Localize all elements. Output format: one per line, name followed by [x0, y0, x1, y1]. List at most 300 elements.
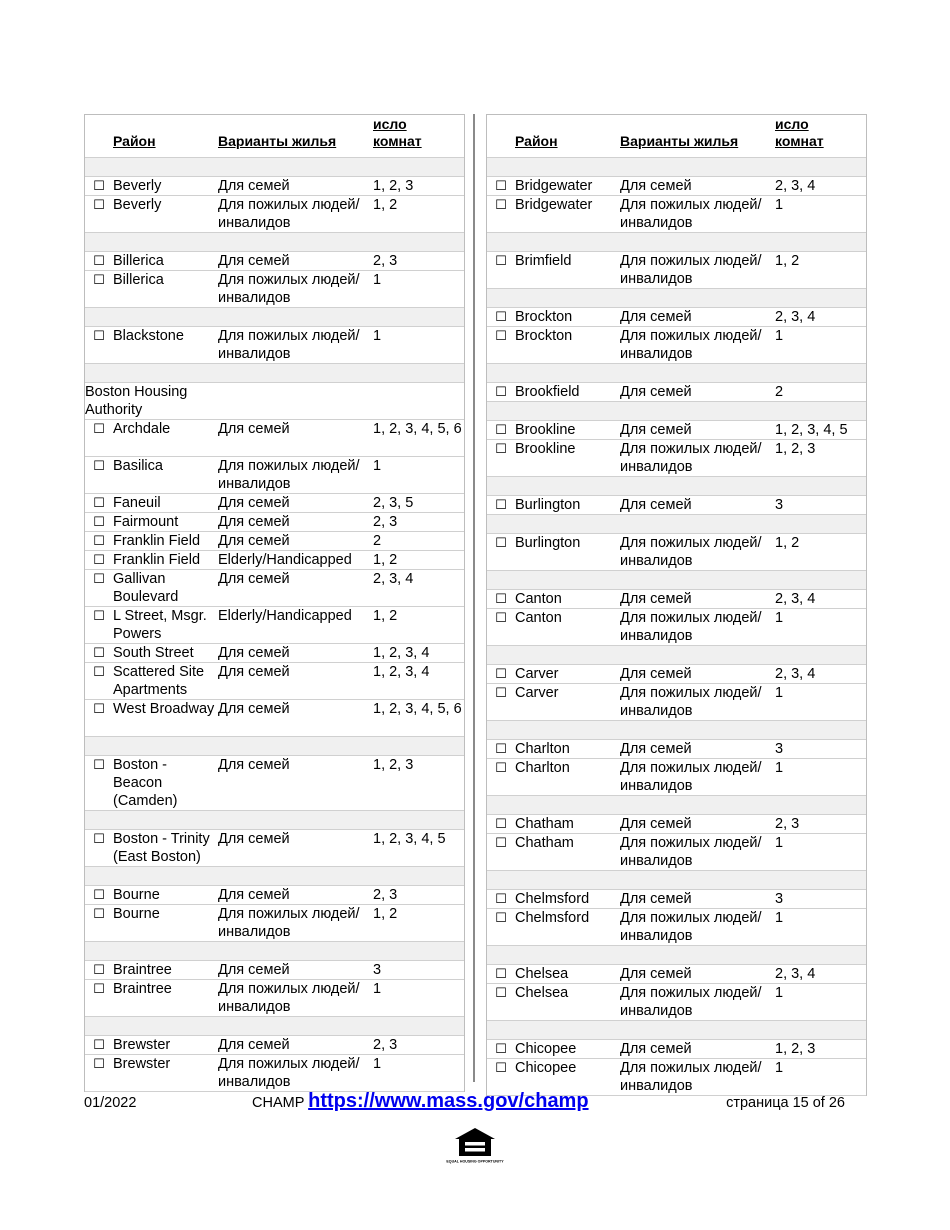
district-cell: [85, 663, 218, 699]
district-name: Basilica: [113, 458, 163, 474]
district-name: Beverly: [113, 197, 162, 213]
checkbox[interactable]: ☐: [93, 831, 105, 846]
housing-type: Для семей: [218, 253, 290, 269]
district-name: Brimfield: [515, 253, 572, 269]
checkbox[interactable]: ☐: [495, 422, 507, 437]
district-cell: [487, 909, 620, 927]
district-name: Chicopee: [515, 1060, 577, 1076]
housing-type: Для семей: [218, 1037, 290, 1053]
room-count: 2, 3, 4: [775, 966, 816, 982]
district-cell: [85, 383, 218, 419]
table-row: [85, 607, 464, 644]
table-row: [85, 383, 464, 420]
housing-type: Для пожилых людей/инвалидов: [620, 328, 762, 362]
room-count: 1: [775, 835, 784, 851]
district-name: Charlton: [515, 760, 570, 776]
district-name: Franklin Field: [113, 552, 201, 568]
district-cell: [487, 252, 620, 270]
checkbox[interactable]: ☐: [495, 1060, 507, 1075]
room-count: 1, 2, 3: [775, 1041, 816, 1057]
checkbox[interactable]: ☐: [93, 253, 105, 268]
table-body: [85, 158, 464, 1092]
housing-type: Для пожилых людей/инвалидов: [218, 981, 360, 1015]
district-name: Gallivan Boulevard: [113, 571, 179, 605]
spacer-row: [487, 233, 866, 252]
district-name: Brockton: [515, 328, 573, 344]
spacer-row: [487, 477, 866, 496]
table-header: [85, 115, 464, 158]
table-row: [487, 609, 866, 646]
checkbox[interactable]: ☐: [93, 887, 105, 902]
room-count: 2: [775, 384, 784, 400]
checkbox[interactable]: ☐: [495, 741, 507, 756]
checkbox[interactable]: ☐: [495, 666, 507, 681]
housing-type: Для семей: [620, 966, 692, 982]
checkbox[interactable]: ☐: [495, 178, 507, 193]
header-rooms-line2: комнат: [775, 133, 824, 149]
room-count: 1: [775, 1060, 784, 1076]
table-row: [487, 196, 866, 233]
checkbox[interactable]: ☐: [93, 533, 105, 548]
checkbox[interactable]: ☐: [93, 178, 105, 193]
checkbox[interactable]: ☐: [495, 910, 507, 925]
checkbox[interactable]: ☐: [93, 1037, 105, 1052]
champ-link[interactable]: https://www.mass.gov/champ: [308, 1090, 589, 1112]
district-cell: [487, 965, 620, 983]
checkbox[interactable]: ☐: [495, 891, 507, 906]
district-cell: [85, 271, 218, 289]
spacer-row: [487, 364, 866, 383]
table-row: [487, 308, 866, 327]
room-count: 2, 3, 4: [775, 666, 816, 682]
district-cell: [487, 327, 620, 345]
checkbox[interactable]: ☐: [495, 535, 507, 550]
checkbox[interactable]: ☐: [93, 495, 105, 510]
spacer-row: [85, 364, 464, 383]
left-table: [84, 114, 465, 1092]
checkbox[interactable]: ☐: [495, 760, 507, 775]
checkbox[interactable]: ☐: [93, 962, 105, 977]
equal-housing-opportunity-icon: [446, 1126, 504, 1166]
spacer-row: [487, 796, 866, 815]
district-cell: [85, 420, 218, 438]
district-name: Chelsea: [515, 985, 569, 1001]
housing-type: Для пожилых людей/инвалидов: [620, 685, 762, 719]
district-name: Boston Housing Authority: [85, 384, 188, 418]
room-count: 2, 3, 4: [775, 178, 816, 194]
table-row: [487, 984, 866, 1021]
checkbox[interactable]: ☐: [495, 309, 507, 324]
spacer-row: [487, 1021, 866, 1040]
housing-type: Для семей: [620, 741, 692, 757]
room-count: 2, 3, 5: [373, 495, 414, 511]
checkbox[interactable]: ☐: [93, 1056, 105, 1071]
room-count: 1: [775, 197, 784, 213]
housing-type: Для пожилых людей/инвалидов: [620, 441, 762, 475]
page-number: страница 15 of 26: [726, 1095, 845, 1111]
district-cell: [85, 644, 218, 662]
room-count: 2, 3: [373, 1037, 398, 1053]
district-cell: [487, 1059, 620, 1077]
room-count: 2, 3: [373, 253, 398, 269]
spacer-row: [85, 308, 464, 327]
housing-type: Для пожилых людей/инвалидов: [218, 328, 360, 362]
district-name: Beverly: [113, 178, 162, 194]
checkbox[interactable]: ☐: [93, 458, 105, 473]
table-row: [85, 1055, 464, 1092]
table-row: [487, 383, 866, 402]
district-name: Carver: [515, 685, 559, 701]
district-cell: [487, 984, 620, 1002]
table-row: [487, 665, 866, 684]
housing-type: Для семей: [620, 422, 692, 438]
district-name: Boston - Beacon (Camden): [113, 757, 178, 809]
room-count: 1, 2, 3, 4, 5, 6: [373, 701, 462, 717]
district-name: Billerica: [113, 272, 164, 288]
spacer-row: [487, 646, 866, 665]
table-row: [487, 740, 866, 759]
table-row: [487, 177, 866, 196]
room-count: 1: [775, 760, 784, 776]
housing-type: Для пожилых людей/инвалидов: [218, 906, 360, 940]
room-count: 2, 3: [775, 816, 800, 832]
district-name: Bourne: [113, 887, 160, 903]
housing-type: Для пожилых людей/инвалидов: [620, 1060, 762, 1094]
housing-type: Для пожилых людей/инвалидов: [218, 1056, 360, 1090]
spacer-row: [85, 737, 464, 756]
checkbox[interactable]: ☐: [93, 906, 105, 921]
district-name: Archdale: [113, 421, 171, 437]
table-row: [487, 965, 866, 984]
table-row: [487, 252, 866, 289]
district-name: L Street, Msgr. Powers: [113, 608, 207, 642]
room-count: 1: [775, 328, 784, 344]
header-housing: Варианты жилья: [620, 133, 739, 149]
checkbox[interactable]: ☐: [495, 816, 507, 831]
spacer-row: [85, 158, 464, 177]
district-cell: [487, 196, 620, 214]
district-cell: [85, 700, 218, 718]
district-name: Faneuil: [113, 495, 161, 511]
table-row: [85, 980, 464, 1017]
housing-type: Для семей: [620, 309, 692, 325]
header-rooms: [775, 116, 866, 150]
checkbox[interactable]: ☐: [93, 514, 105, 529]
district-cell: [487, 759, 620, 777]
housing-type: Для пожилых людей/инвалидов: [620, 985, 762, 1019]
housing-type: Для пожилых людей/инвалидов: [620, 535, 762, 569]
table-row: [85, 570, 464, 607]
room-count: 2, 3: [373, 887, 398, 903]
room-count: 1: [373, 328, 382, 344]
table-row: [85, 1036, 464, 1055]
district-cell: [487, 496, 620, 514]
room-count: 2, 3: [373, 514, 398, 530]
housing-type: Для семей: [218, 701, 290, 717]
table-row: [487, 834, 866, 871]
spacer-row: [487, 946, 866, 965]
housing-type: Для семей: [218, 664, 290, 680]
checkbox[interactable]: ☐: [93, 757, 105, 772]
footer-program-name: CHAMP: [252, 1095, 305, 1111]
district-cell: [85, 551, 218, 569]
housing-type: Для семей: [620, 497, 692, 513]
room-count: 1: [775, 610, 784, 626]
housing-type: Для семей: [218, 495, 290, 511]
district-cell: [487, 177, 620, 195]
table-row: [85, 494, 464, 513]
housing-type: Для семей: [620, 816, 692, 832]
spacer-row: [487, 571, 866, 590]
district-cell: [487, 590, 620, 608]
district-name: Bridgewater: [515, 197, 593, 213]
table-row: [487, 421, 866, 440]
district-name: Billerica: [113, 253, 164, 269]
checkbox[interactable]: ☐: [93, 552, 105, 567]
checkbox[interactable]: ☐: [93, 328, 105, 343]
room-count: 1, 2, 3: [373, 757, 414, 773]
district-name: Fairmount: [113, 514, 179, 530]
table-row: [85, 700, 464, 737]
housing-type: Для пожилых людей/инвалидов: [620, 835, 762, 869]
room-count: 1: [373, 1056, 382, 1072]
district-name: Canton: [515, 610, 562, 626]
checkbox[interactable]: ☐: [93, 645, 105, 660]
room-count: 1: [373, 458, 382, 474]
housing-type: Для семей: [620, 178, 692, 194]
housing-type: Для пожилых людей/инвалидов: [620, 253, 762, 287]
right-table: [486, 114, 867, 1096]
housing-type: Elderly/Handicapped: [218, 608, 352, 624]
district-name: Carver: [515, 666, 559, 682]
housing-type: Для семей: [218, 421, 290, 437]
table-row: [487, 534, 866, 571]
table-body: [487, 158, 866, 1096]
district-cell: [85, 177, 218, 195]
table-row: [85, 663, 464, 700]
table-row: [487, 496, 866, 515]
room-count: 1, 2, 3, 4, 5: [373, 831, 446, 847]
table-row: [85, 252, 464, 271]
district-name: Bridgewater: [515, 178, 593, 194]
header-rooms-line2: комнат: [373, 133, 422, 149]
table-row: [487, 890, 866, 909]
district-cell: [85, 980, 218, 998]
district-cell: [487, 383, 620, 401]
checkbox[interactable]: ☐: [495, 253, 507, 268]
district-cell: [487, 834, 620, 852]
district-name: Burlington: [515, 535, 581, 551]
room-count: 1, 2: [373, 608, 398, 624]
district-cell: [487, 890, 620, 908]
spacer-row: [487, 515, 866, 534]
district-cell: [85, 532, 218, 550]
checkbox[interactable]: ☐: [495, 441, 507, 456]
district-cell: [85, 494, 218, 512]
checkbox[interactable]: ☐: [93, 981, 105, 996]
table-row: [85, 830, 464, 867]
spacer-row: [85, 1017, 464, 1036]
checkbox[interactable]: ☐: [93, 571, 105, 586]
room-count: 3: [775, 497, 784, 513]
checkbox[interactable]: ☐: [495, 985, 507, 1000]
spacer-row: [85, 942, 464, 961]
spacer-row: [487, 289, 866, 308]
room-count: 1, 2: [373, 197, 398, 213]
checkbox[interactable]: ☐: [495, 591, 507, 606]
district-cell: [85, 457, 218, 475]
spacer-row: [487, 871, 866, 890]
checkbox[interactable]: ☐: [495, 835, 507, 850]
district-name: Burlington: [515, 497, 581, 513]
district-cell: [487, 609, 620, 627]
room-count: 1: [775, 910, 784, 926]
district-cell: [85, 513, 218, 531]
table-row: [487, 909, 866, 946]
table-header: [487, 115, 866, 158]
checkbox[interactable]: ☐: [495, 610, 507, 625]
room-count: 1, 2: [775, 535, 800, 551]
checkbox[interactable]: ☐: [495, 328, 507, 343]
housing-type: Для семей: [218, 645, 290, 661]
housing-type: Для пожилых людей/инвалидов: [620, 760, 762, 794]
checkbox[interactable]: ☐: [495, 384, 507, 399]
room-count: 1, 2, 3, 4: [373, 664, 430, 680]
district-cell: [85, 570, 218, 606]
room-count: 1, 2, 3, 4, 5: [775, 422, 848, 438]
district-cell: [85, 830, 218, 866]
housing-type: Для семей: [218, 514, 290, 530]
district-name: Brookline: [515, 441, 576, 457]
header-district: Район: [515, 133, 558, 149]
room-count: 2: [373, 533, 382, 549]
district-name: Charlton: [515, 741, 570, 757]
table-row: [85, 196, 464, 233]
table-row: [85, 532, 464, 551]
housing-type: Для семей: [218, 887, 290, 903]
housing-type: Для семей: [620, 666, 692, 682]
table-row: [85, 513, 464, 532]
housing-type: Для пожилых людей/инвалидов: [218, 272, 360, 306]
checkbox[interactable]: ☐: [93, 197, 105, 212]
district-name: Brockton: [515, 309, 573, 325]
district-name: South Street: [113, 645, 194, 661]
table-row: [85, 756, 464, 811]
table-row: [85, 886, 464, 905]
housing-type: Для семей: [218, 757, 290, 773]
housing-type: Для пожилых людей/инвалидов: [620, 910, 762, 944]
district-name: Canton: [515, 591, 562, 607]
table-row: [487, 815, 866, 834]
checkbox[interactable]: ☐: [93, 608, 105, 623]
header-housing: Варианты жилья: [218, 133, 337, 149]
housing-type: Для семей: [620, 591, 692, 607]
district-cell: [85, 607, 218, 643]
district-name: Blackstone: [113, 328, 184, 344]
district-cell: [487, 421, 620, 439]
housing-type: Для семей: [218, 178, 290, 194]
table-row: [487, 327, 866, 364]
housing-type: Для семей: [620, 384, 692, 400]
footer-date: 01/2022: [84, 1095, 137, 1111]
district-name: Chelmsford: [515, 910, 590, 926]
header-rooms: [373, 116, 464, 150]
spacer-row: [85, 811, 464, 830]
footer-program: [252, 1090, 589, 1113]
table-row: [85, 420, 464, 457]
housing-type: Для пожилых людей/инвалидов: [218, 458, 360, 492]
room-count: 1, 2, 3, 4, 5, 6: [373, 421, 462, 437]
checkbox[interactable]: ☐: [495, 685, 507, 700]
district-name: Chelsea: [515, 966, 569, 982]
housing-type: Для пожилых людей/инвалидов: [620, 197, 762, 231]
table-row: [487, 684, 866, 721]
table-row: [85, 457, 464, 494]
checkbox[interactable]: ☐: [495, 197, 507, 212]
housing-type: Для пожилых людей/инвалидов: [218, 197, 360, 231]
district-cell: [487, 1040, 620, 1058]
spacer-row: [487, 158, 866, 177]
housing-type: Для семей: [218, 962, 290, 978]
district-cell: [487, 815, 620, 833]
spacer-row: [85, 867, 464, 886]
housing-type: Elderly/Handicapped: [218, 552, 352, 568]
housing-type: Для семей: [218, 831, 290, 847]
header-district: Район: [113, 133, 156, 149]
checkbox[interactable]: ☐: [495, 966, 507, 981]
district-name: Boston - Trinity (East Boston): [113, 831, 210, 865]
header-rooms-line1: исло: [775, 116, 809, 132]
room-count: 2, 3, 4: [775, 309, 816, 325]
checkbox[interactable]: ☐: [93, 701, 105, 716]
checkbox[interactable]: ☐: [93, 272, 105, 287]
table-row: [487, 1040, 866, 1059]
table-row: [85, 327, 464, 364]
district-name: Braintree: [113, 962, 172, 978]
district-cell: [85, 1055, 218, 1073]
room-count: 3: [373, 962, 382, 978]
column-divider: [473, 114, 475, 1082]
table-row: [85, 905, 464, 942]
table-row: [85, 551, 464, 570]
district-cell: [487, 534, 620, 552]
district-cell: [85, 961, 218, 979]
district-name: Braintree: [113, 981, 172, 997]
checkbox[interactable]: ☐: [93, 421, 105, 436]
checkbox[interactable]: ☐: [495, 497, 507, 512]
eho-logo-text: EQUAL HOUSING OPPORTUNITY: [446, 1159, 504, 1164]
district-name: Chicopee: [515, 1041, 577, 1057]
district-name: Chatham: [515, 835, 574, 851]
table-row: [487, 440, 866, 477]
district-name: Chelmsford: [515, 891, 590, 907]
district-cell: [85, 196, 218, 214]
table-row: [487, 759, 866, 796]
table-row: [85, 271, 464, 308]
district-name: Scattered Site Apartments: [113, 664, 205, 698]
room-count: 1, 2, 3: [373, 178, 414, 194]
room-count: 3: [775, 741, 784, 757]
district-cell: [487, 308, 620, 326]
checkbox[interactable]: ☐: [93, 664, 105, 679]
room-count: 1, 2: [373, 906, 398, 922]
housing-type: Для семей: [218, 571, 290, 587]
checkbox[interactable]: ☐: [495, 1041, 507, 1056]
district-name: Franklin Field: [113, 533, 201, 549]
district-name: West Broadway: [113, 701, 215, 717]
district-name: Brewster: [113, 1037, 171, 1053]
district-name: Brookline: [515, 422, 576, 438]
